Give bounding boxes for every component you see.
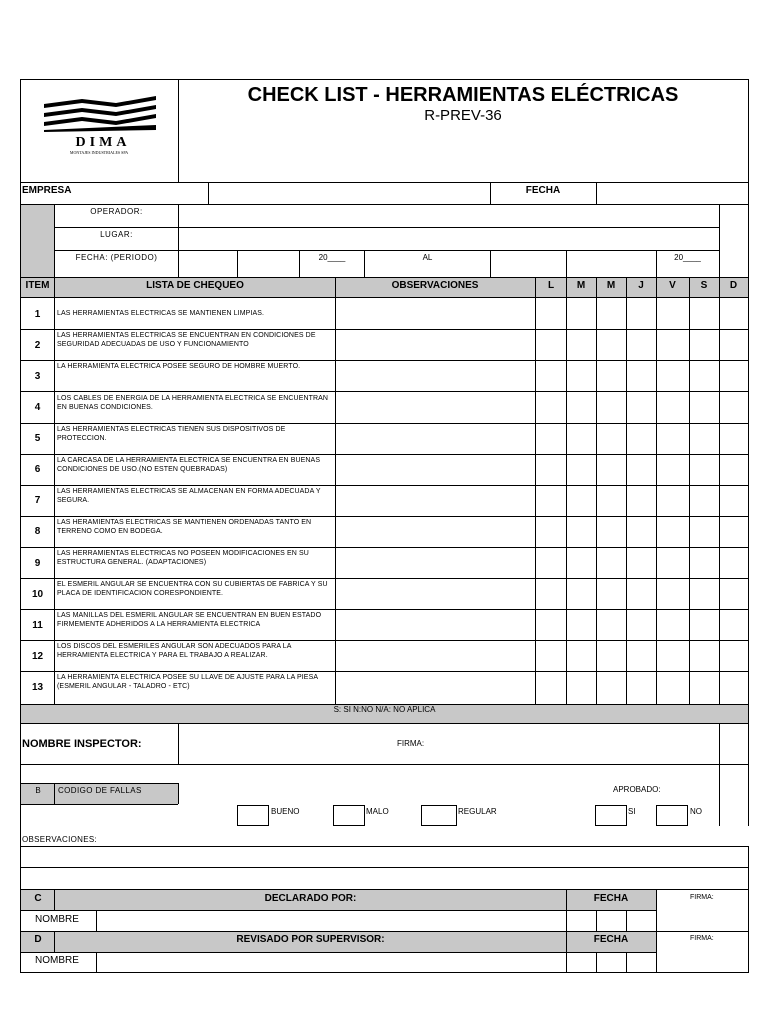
item-text: LAS HERRAMIENTAS ELECTRICAS SE ENCUENTRAN EN CONDICIONES DE SEGURIDAD ADECUADAS DE USO Y FUNCIONAMIENTO — [57, 332, 316, 348]
aprobado-no-checkbox[interactable] — [656, 805, 688, 826]
malo-checkbox[interactable] — [333, 805, 365, 826]
revisado-title: REVISADO POR SUPERVISOR: — [236, 934, 385, 945]
firma-inspector-label: FIRMA: — [397, 739, 425, 748]
item-number: 4 — [34, 402, 41, 413]
col-item-header: ITEM — [25, 280, 50, 291]
item-text: LA CARCASA DE LA HERRAMIENTA ELECTRICA SE ENCUENTRA EN BUENAS CONDICIONES DE USO.(NO ESTEN QUEBRADAS) — [57, 457, 321, 473]
col-obs-header: OBSERVACIONES — [391, 280, 479, 291]
aprobado-si-label: SI — [628, 807, 636, 816]
year-end: 20____ — [674, 253, 701, 262]
item-text: LAS HERAMIENTAS ELECTRICAS SE MANTIENEN ORDENADAS TANTO EN TERRENO COMO EN BODEGA. — [57, 519, 312, 535]
col-day-m1: M — [576, 280, 586, 291]
codigo-letter: B — [35, 786, 41, 795]
bueno-checkbox[interactable] — [237, 805, 269, 826]
item-number: 10 — [31, 589, 44, 600]
operador-label: OPERADOR: — [90, 207, 143, 216]
logo-subtitle: MONTAJES INDUSTRIALES SPA — [69, 150, 129, 155]
codigo-label: CODIGO DE FALLAS — [58, 786, 142, 795]
regular-label: REGULAR — [458, 807, 497, 816]
legend-text: S: SI N:NO N/A: NO APLICA — [333, 705, 436, 714]
item-number: 3 — [34, 371, 41, 382]
firma-inspector-field[interactable] — [430, 724, 719, 764]
revisado-fecha-label: FECHA — [593, 934, 629, 945]
declarado-title: DECLARADO POR: — [264, 893, 357, 904]
item-number: 5 — [34, 433, 41, 444]
periodo-end-field[interactable] — [490, 250, 656, 277]
item-text: LAS MANILLAS DEL ESMERIL ANGULAR SE ENCUENTRAN EN BUEN ESTADO FIRMEMENTE ADHERIDOS A LA HERRAMIENTA ELECTRICA — [57, 612, 322, 628]
declarado-fecha-label: FECHA — [593, 893, 629, 904]
col-day-j: J — [638, 280, 644, 291]
shaded-block — [21, 204, 54, 277]
operador-field[interactable] — [178, 204, 719, 227]
page-title: CHECK LIST - HERRAMIENTAS ELÉCTRICAS — [247, 84, 679, 106]
lugar-label: LUGAR: — [100, 230, 133, 239]
fecha-field[interactable] — [596, 182, 748, 204]
fecha-label: FECHA — [525, 185, 561, 196]
item-number: 8 — [34, 526, 41, 537]
col-day-v: V — [669, 280, 676, 291]
item-text: LA HERRAMIENTA ELECTRICA POSEE SU LLAVE DE AJUSTE PARA LA PIESA (ESMERIL ANGULAR - TALADRO - ETC) — [57, 674, 318, 690]
revisado-nombre-label: NOMBRE — [35, 955, 79, 966]
empresa-field[interactable] — [208, 182, 490, 204]
item-number: 11 — [32, 620, 43, 631]
revisado-firma-label: FIRMA: — [690, 935, 714, 942]
fecha-periodo-label: FECHA: (PERIODO) — [75, 253, 158, 262]
periodo-start-field[interactable] — [178, 250, 298, 277]
declarado-letter: C — [34, 893, 42, 904]
col-day-l: L — [547, 280, 555, 291]
item-text: LAS HERRAMIENTAS ELECTRICAS SE MANTIENEN LIMPIAS. — [57, 310, 265, 317]
declarado-nombre-field[interactable] — [97, 911, 566, 931]
col-lista-header: LISTA DE CHEQUEO — [146, 280, 244, 291]
item-text: LAS HERRAMIENTAS ELECTRICAS NO POSEEN MODIFICACIONES EN SU ESTRUCTURA GENERAL. (ADAPTACIONES) — [57, 550, 309, 566]
item-text: LAS HERRAMIENTAS ELECTRICAS SE ALMACENAN EN FORMA ADECUADA Y SEGURA. — [57, 488, 321, 504]
col-day-m2: M — [606, 280, 616, 291]
aprobado-label: APROBADO: — [613, 785, 661, 794]
item-text: LOS DISCOS DEL ESMERILES ANGULAR SON ADECUADOS PARA LA HERRAMIENTA ELECTRICA Y PARA EL TRABAJO A REALIZAR. — [57, 643, 292, 659]
aprobado-si-checkbox[interactable] — [595, 805, 627, 826]
regular-checkbox[interactable] — [421, 805, 457, 826]
al-label: AL — [422, 253, 433, 262]
lugar-field[interactable] — [178, 227, 719, 250]
revisado-letter: D — [34, 934, 42, 945]
item-number: 12 — [31, 651, 44, 662]
declarado-nombre-label: NOMBRE — [35, 914, 79, 925]
item-number: 1 — [34, 309, 41, 320]
col-day-s: S — [700, 280, 708, 291]
item-number: 6 — [34, 464, 41, 475]
item-text: LAS HERRAMIENTAS ELECTRICAS TIENEN SUS DISPOSITIVOS DE PROTECCION. — [57, 426, 286, 442]
item-number: 2 — [34, 340, 41, 351]
malo-label: MALO — [366, 807, 389, 816]
aprobado-no-label: NO — [690, 807, 702, 816]
nombre-inspector-field[interactable] — [178, 724, 393, 764]
item-number: 9 — [34, 558, 41, 569]
document-code: R-PREV-36 — [424, 107, 502, 124]
revisado-nombre-field[interactable] — [97, 952, 566, 972]
item-number: 7 — [34, 495, 41, 506]
declarado-firma-label: FIRMA: — [690, 894, 714, 901]
logo-name: DIMA — [75, 135, 131, 150]
item-number: 13 — [31, 682, 44, 693]
item-text: EL ESMERIL ANGULAR SE ENCUENTRA CON SU CUBIERTAS DE FABRICA Y SU PLACA DE IDENTIFICACION CORESPONDIENTE. — [57, 581, 328, 597]
col-day-d: D — [729, 280, 738, 291]
year-start: 20____ — [318, 253, 346, 262]
item-text: LOS CABLES DE ENERGIA DE LA HERRAMIENTA ELECTRICA SE ENCUENTRAN EN BUENAS CONDICIONES. — [57, 395, 329, 411]
item-text: LA HERRAMIENTA ELECTRICA POSEE SEGURO DE HOMBRE MUERTO. — [57, 363, 301, 370]
observaciones-label: OBSERVACIONES: — [22, 835, 98, 844]
nombre-inspector-label: NOMBRE INSPECTOR: — [22, 738, 142, 750]
empresa-label: EMPRESA — [22, 185, 72, 196]
bueno-label: BUENO — [271, 807, 300, 816]
